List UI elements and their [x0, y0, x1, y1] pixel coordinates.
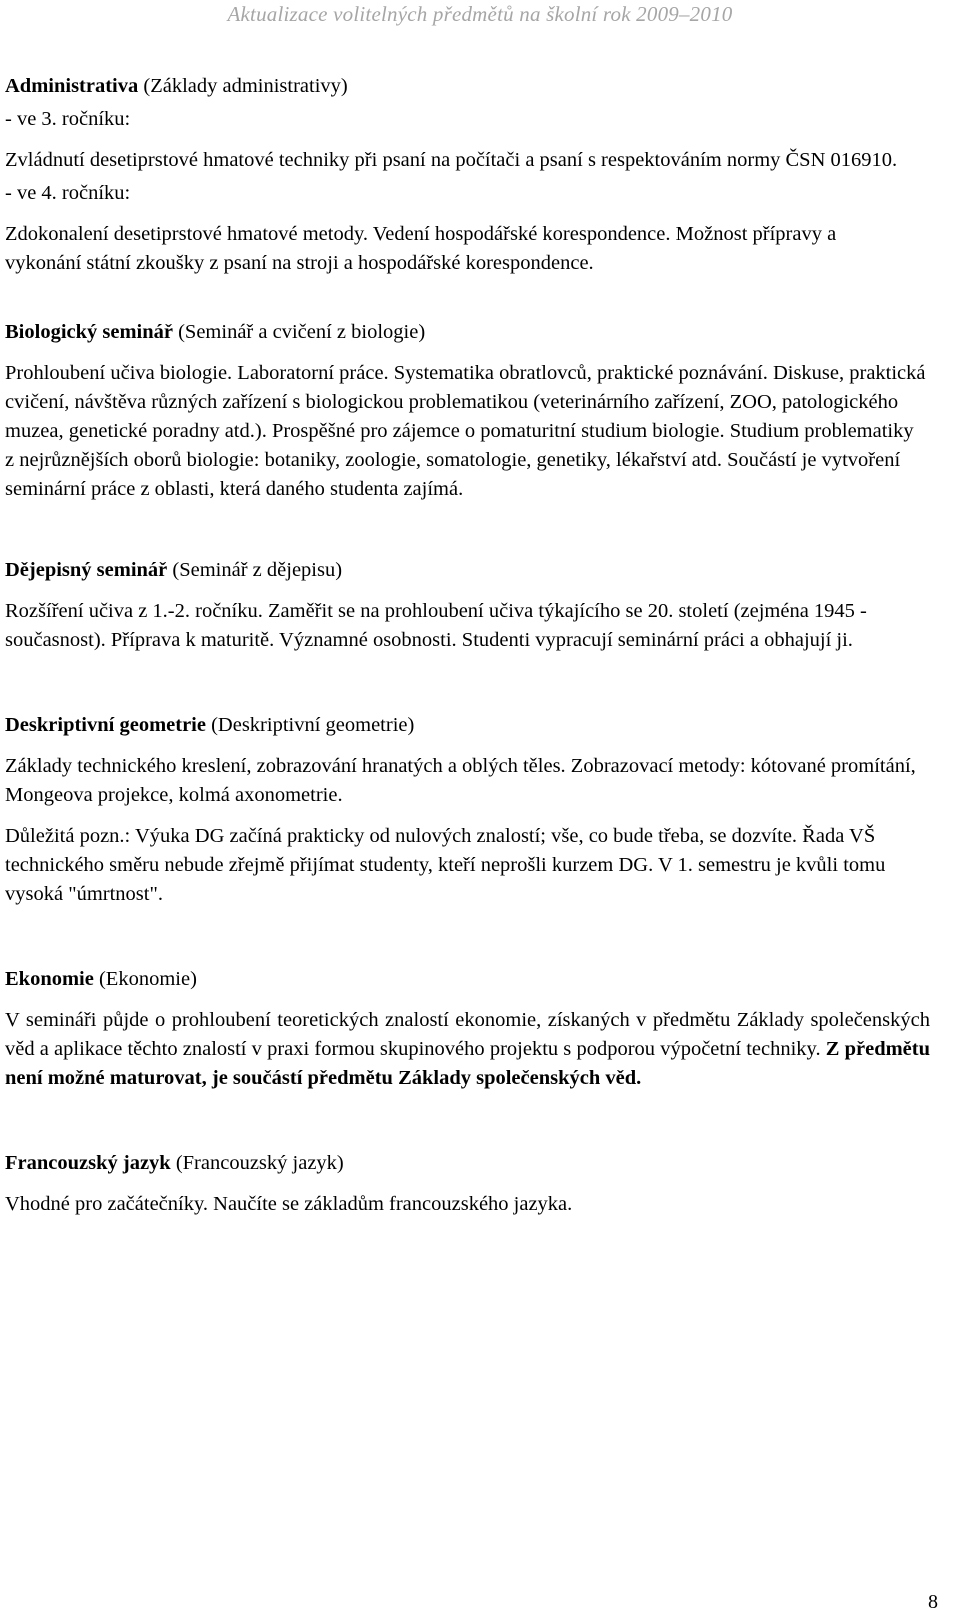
section-note: Důležitá pozn.: Výuka DG začíná prakticky od nulových znalostí; vše, co bude třeba, se dozvíte. Řada VŠ technického směru nebude zřejmě přijímat studenty, kteří neprošli kurzem DG. V 1. semestru je kvůli tomu vysoká "úmrtnost". [5, 825, 886, 905]
grade-label: - ve 4. ročníku: [5, 182, 131, 204]
paragraph-emphasis: Z předmětu není možné maturovat, je součástí předmětu Základy společenských věd. [5, 1038, 931, 1089]
spacer [5, 278, 940, 318]
section-paragraph: Základy technického kreslení, zobrazování hranatých a oblých těles. Zobrazovací metody: kótované promítání, Mongeova projekce, kolmá axonometrie. [5, 755, 916, 806]
section-deskriptivni-geometrie [5, 711, 940, 909]
section-heading [5, 72, 940, 101]
spacer [5, 516, 940, 556]
spacer [5, 667, 940, 711]
subject-subtitle: (Deskriptivní geometrie) [205, 714, 415, 736]
section-heading [5, 318, 940, 347]
subject-name: Administrativa [5, 75, 139, 97]
section-heading [5, 1149, 940, 1178]
grade-description: Zdokonalení desetiprstové hmatové metody. Vedení hospodářské korespondence. Možnost přípravy a vykonání státní zkoušky z psaní na stroji a hospodářské korespondence. [5, 223, 837, 274]
grade-description: Zvládnutí desetiprstové hmatové techniky při psaní na počítači a psaní s respektováním normy ČSN 016910. [5, 149, 898, 171]
subject-name: Deskriptivní geometrie [5, 714, 206, 736]
subject-subtitle: (Seminář z dějepisu) [167, 559, 343, 581]
subject-name: Francouzský jazyk [5, 1152, 171, 1174]
section-administrativa [5, 72, 940, 278]
section-paragraph: Rozšíření učiva z 1.-2. ročníku. Zaměřit se na prohloubení učiva týkajícího se 20. století (zejména 1945 - současnost). Příprava k maturitě. Významné osobnosti. Studenti vypracují seminární práci a obhajují ji. [5, 600, 867, 651]
section-paragraph: Vhodné pro začátečníky. Naučíte se základům francouzského jazyka. [5, 1193, 573, 1215]
section-heading [5, 711, 940, 740]
document-body [5, 72, 940, 1231]
section-francouzsky-jazyk [5, 1149, 940, 1219]
spacer [5, 921, 940, 965]
section-dejepisny-seminar [5, 556, 940, 655]
section-paragraph [5, 1006, 930, 1093]
subject-subtitle: (Seminář a cvičení z biologie) [172, 321, 426, 343]
subject-name: Dějepisný seminář [5, 559, 168, 581]
subject-subtitle: (Základy administrativy) [138, 75, 348, 97]
paragraph-text: V semináři půjde o prohloubení teoretických znalostí ekonomie, získaných v předmětu Základy společenských věd a aplikace těchto znalostí v praxi formou skupinového projektu s podporou výpočetní techniky. [5, 1009, 930, 1060]
section-biologicky-seminar [5, 318, 940, 504]
subject-subtitle: (Francouzský jazyk) [170, 1152, 344, 1174]
section-heading [5, 965, 940, 994]
grade-label: - ve 3. ročníku: [5, 108, 131, 130]
section-ekonomie [5, 965, 940, 1093]
running-header-title: Aktualizace volitelných předmětů na školní rok 2009–2010 [227, 2, 733, 26]
subject-name: Ekonomie [5, 968, 94, 990]
section-paragraph: Prohloubení učiva biologie. Laboratorní práce. Systematika obratlovců, praktické poznávání. Diskuse, praktická cvičení, návštěva různých zařízení s biologickou problematikou (veterinárního zařízení, ZOO, patologického muzea, genetické poradny atd.). Prospěšné pro zájemce o pomaturitní studium biologie. Studium problematiky z nejrůznějších oborů biologie: botaniky, zoologie, somatologie, genetiky, lékařství atd. Součástí je vytvoření seminární práce z oblasti, která daného studenta zajímá. [5, 362, 926, 500]
spacer [5, 1105, 940, 1149]
subject-subtitle: (Ekonomie) [93, 968, 197, 990]
page-number: 8 [928, 1591, 938, 1613]
section-heading [5, 556, 940, 585]
subject-name: Biologický seminář [5, 321, 173, 343]
